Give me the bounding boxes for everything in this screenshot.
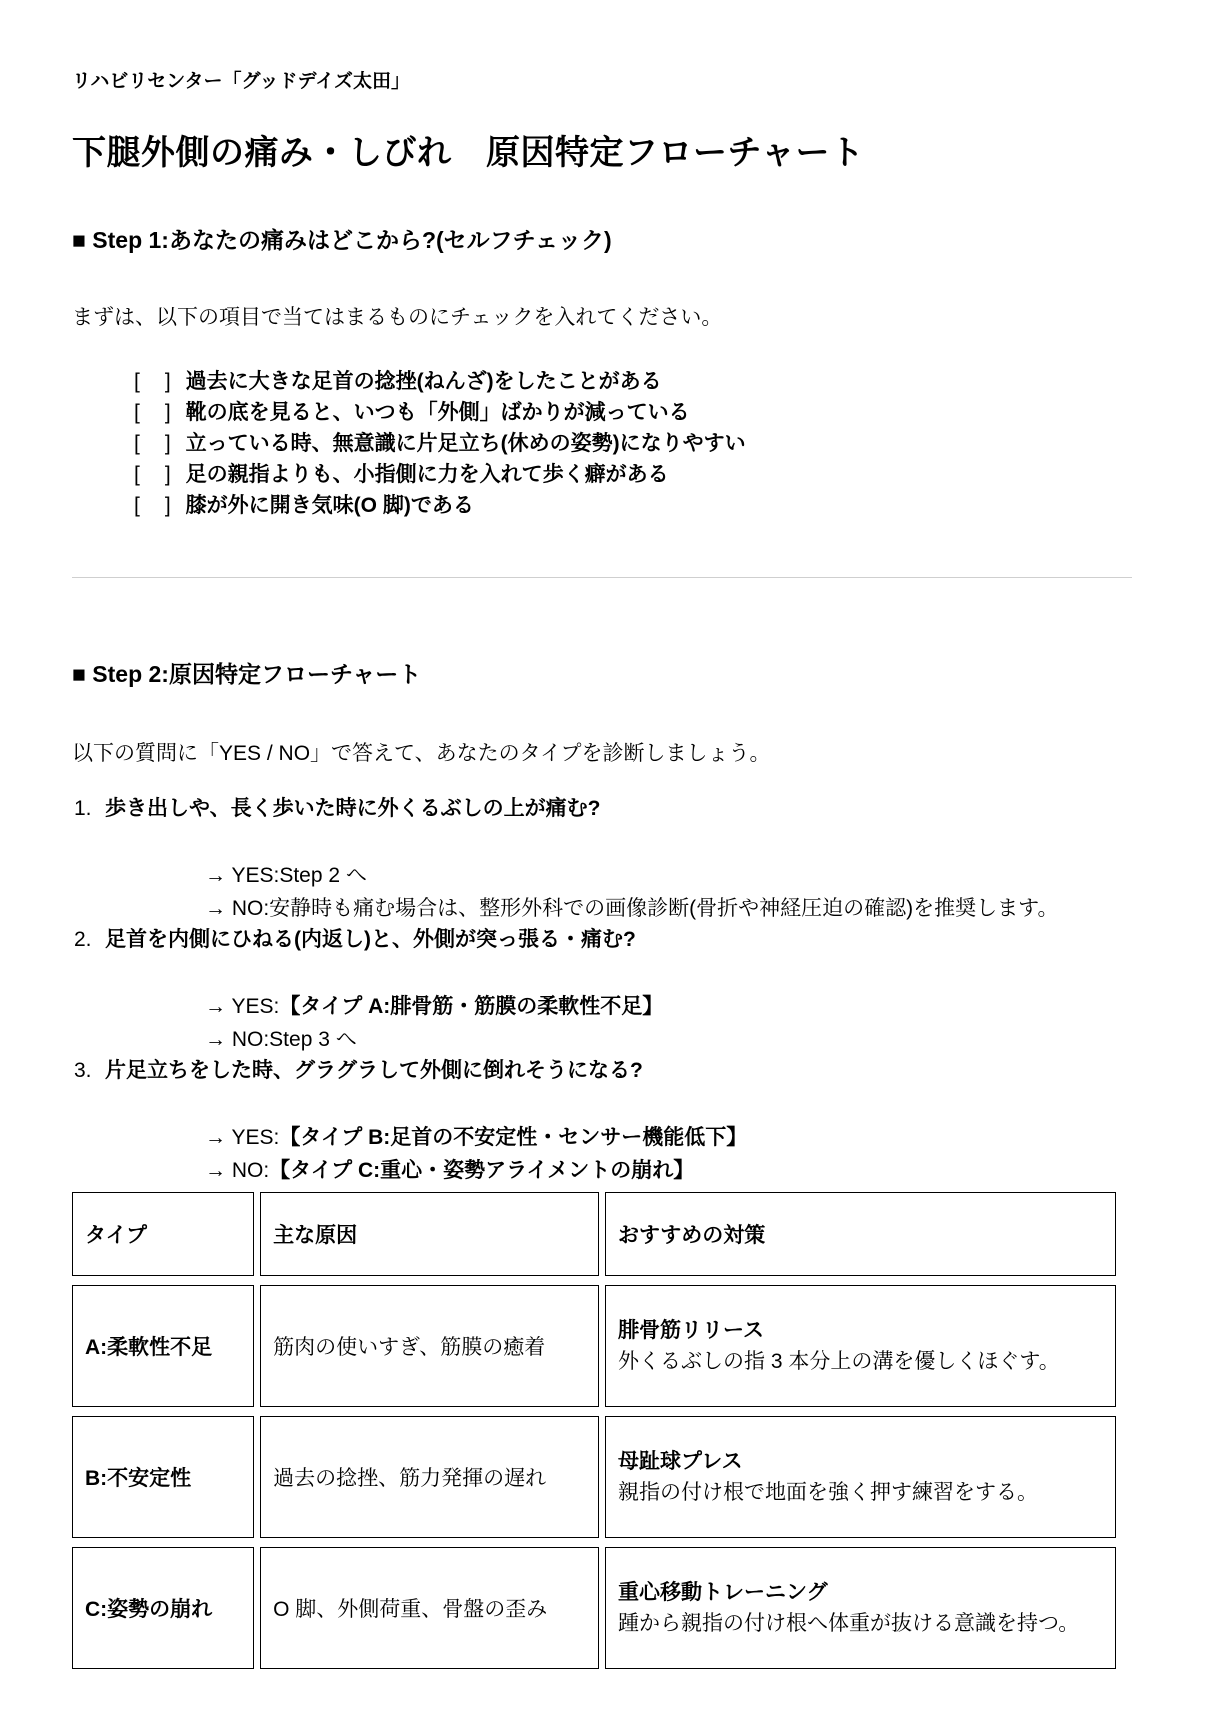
table-header-row	[72, 1192, 1116, 1276]
remedy-title: 重心移動トレーニング	[618, 1580, 828, 1604]
question-3	[72, 1058, 1132, 1083]
question-1	[72, 796, 1132, 821]
remedy-title: 腓骨筋リリース	[618, 1318, 764, 1342]
step2-heading: ■ Step 2:原因特定フローチャート	[72, 660, 422, 687]
cell-type-b: B:不安定性	[72, 1416, 254, 1538]
answer-prefix: → NO:	[205, 896, 270, 920]
check-item-label: 靴の底を見ると、いつも「外側」ばかりが減っている	[185, 400, 690, 424]
check-item	[134, 459, 1132, 490]
answer-text: 【タイプ C:重心・姿勢アライメントの崩れ】	[269, 1158, 695, 1182]
step1-intro: まずは、以下の項目で当てはまるものにチェックを入れてください。	[72, 305, 723, 329]
check-item	[134, 490, 1132, 521]
table-row	[72, 1416, 1116, 1538]
check-item	[134, 428, 1132, 459]
question-2-answers	[72, 990, 1132, 1056]
cell-cause-b: 過去の捻挫、筋力発揮の遅れ	[260, 1416, 599, 1538]
question-2	[72, 927, 1132, 952]
flowchart-question-list	[72, 796, 1132, 1187]
answer-prefix: → NO:	[205, 1027, 270, 1051]
cell-cause-a: 筋肉の使いすぎ、筋膜の癒着	[260, 1285, 599, 1407]
checkbox-brackets: [ ]	[134, 493, 173, 517]
cell-cause-c: O 脚、外側荷重、骨盤の歪み	[260, 1547, 599, 1669]
section-divider	[72, 577, 1132, 578]
answer-prefix: → YES:	[205, 1125, 280, 1149]
checkbox-brackets: [ ]	[134, 431, 173, 455]
question-1-answers	[72, 859, 1132, 925]
answer-no	[205, 1023, 1132, 1056]
page-title: 下腿外側の痛み・しびれ 原因特定フローチャート	[72, 134, 865, 172]
answer-yes	[205, 990, 1132, 1023]
check-item-label: 足の親指よりも、小指側に力を入れて歩く癖がある	[185, 462, 669, 486]
cell-type-a: A:柔軟性不足	[72, 1285, 254, 1407]
question-text: 歩き出しや、長く歩いた時に外くるぶしの上が痛む?	[105, 796, 601, 820]
answer-no	[205, 892, 1132, 925]
self-check-list	[72, 366, 1132, 521]
header-cause: 主な原因	[260, 1192, 599, 1276]
question-text: 片足立ちをした時、グラグラして外側に倒れそうになる?	[105, 1058, 643, 1082]
checkbox-brackets: [ ]	[134, 369, 173, 393]
check-item-label: 立っている時、無意識に片足立ち(休めの姿勢)になりやすい	[185, 431, 746, 455]
cell-remedy-c	[605, 1547, 1116, 1669]
answer-prefix: → NO:	[205, 1158, 270, 1182]
question-3-answers	[72, 1121, 1132, 1187]
header-remedy: おすすめの対策	[605, 1192, 1116, 1276]
question-number: 2.	[74, 927, 92, 951]
answer-text: 安静時も痛む場合は、整形外科での画像診断(骨折や神経圧迫の確認)を推奨します。	[269, 896, 1059, 920]
answer-text: 【タイプ B:足首の不安定性・センサー機能低下】	[279, 1125, 748, 1149]
answer-text: Step 3 へ	[269, 1027, 357, 1051]
checkbox-brackets: [ ]	[134, 400, 173, 424]
cell-remedy-b	[605, 1416, 1116, 1538]
table-row	[72, 1285, 1116, 1407]
remedy-description: 外くるぶしの指 3 本分上の溝を優しくほぐす。	[618, 1349, 1060, 1373]
remedy-title: 母趾球プレス	[618, 1449, 743, 1473]
check-item-label: 過去に大きな足首の捻挫(ねんざ)をしたことがある	[185, 369, 662, 393]
checkbox-brackets: [ ]	[134, 462, 173, 486]
question-number: 1.	[74, 796, 92, 820]
check-item	[134, 366, 1132, 397]
step2-intro: 以下の質問に「YES / NO」で答えて、あなたのタイプを診断しましょう。	[72, 741, 771, 765]
answer-yes	[205, 859, 1132, 892]
answer-yes	[205, 1121, 1132, 1154]
organization-name: リハビリセンター「グッドデイズ太田」	[72, 71, 411, 92]
check-item-label: 膝が外に開き気味(O 脚)である	[185, 493, 474, 517]
check-item	[134, 397, 1132, 428]
answer-prefix: → YES:	[205, 994, 280, 1018]
cell-remedy-a	[605, 1285, 1116, 1407]
remedy-description: 親指の付け根で地面を強く押す練習をする。	[618, 1480, 1039, 1504]
question-number: 3.	[74, 1058, 92, 1082]
type-remedy-table	[66, 1183, 1122, 1678]
answer-text: Step 2 へ	[279, 863, 367, 887]
answer-text: 【タイプ A:腓骨筋・筋膜の柔軟性不足】	[279, 994, 664, 1018]
question-text: 足首を内側にひねる(内返し)と、外側が突っ張る・痛む?	[105, 927, 636, 951]
step1-heading: ■ Step 1:あなたの痛みはどこから?(セルフチェック)	[72, 226, 612, 253]
answer-prefix: → YES:	[205, 863, 280, 887]
table-row	[72, 1547, 1116, 1669]
cell-type-c: C:姿勢の崩れ	[72, 1547, 254, 1669]
remedy-description: 踵から親指の付け根へ体重が抜ける意識を持つ。	[618, 1611, 1080, 1635]
header-type: タイプ	[72, 1192, 254, 1276]
